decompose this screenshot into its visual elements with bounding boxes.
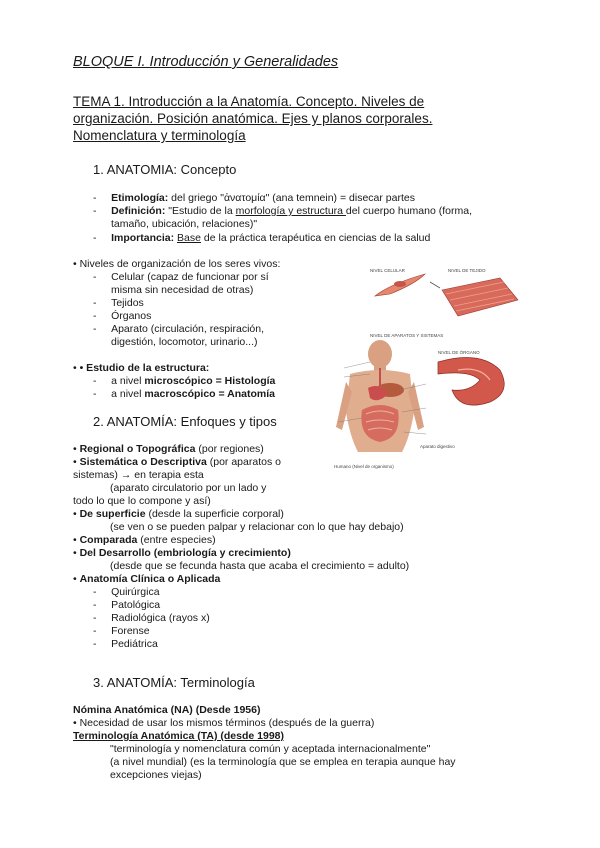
stomach-illustration	[438, 358, 504, 406]
clinica-sub-item: - Patológica	[93, 599, 161, 611]
comparada-text: (entre especies)	[137, 534, 216, 546]
estudio-title: • • Estudio de la estructura:	[73, 362, 210, 374]
clinica-sub-text: Forense	[111, 625, 150, 637]
desarrollo-label: Del Desarrollo (embriología y crecimiento)	[79, 547, 291, 559]
section-3-heading: 3. ANATOMÍA: Terminología	[93, 675, 255, 690]
importancia-label: Importancia:	[111, 232, 175, 244]
clinica-sub-text: Radiológica (rayos x)	[111, 612, 210, 624]
niveles-text: Tejidos	[111, 297, 144, 309]
niveles-text: Órganos	[111, 310, 152, 322]
comparada-label: Comparada	[79, 534, 138, 546]
niveles-item-cont: digestión, locomotor, urinario...)	[111, 336, 258, 348]
definicion-text-a: "Estudio de la	[165, 205, 236, 217]
clinica-sub-item: - Radiológica (rayos x)	[93, 612, 210, 624]
na-title: Nómina Anatómica (NA) (Desde 1956)	[73, 704, 261, 716]
desarrollo-item: • Del Desarrollo (embriología y crecimiento)	[73, 547, 291, 559]
label-organos: NIVEL DE APARATOS Y SISTEMAS	[370, 333, 444, 338]
document-title: BLOQUE I. Introducción y Generalidades	[73, 54, 339, 70]
micro-pre: a nivel	[111, 375, 145, 387]
estudio-title-text: • Estudio de la estructura:	[79, 362, 210, 374]
macro-pre: a nivel	[111, 388, 145, 400]
clinica-item: • Anatomía Clínica o Aplicada	[73, 573, 221, 585]
regional-item: • Regional o Topográfica (por regiones)	[73, 443, 264, 455]
macro-item: - a nivel macroscópico = Anatomía	[93, 388, 275, 400]
sistematica-text: (por aparatos o	[206, 456, 281, 468]
regional-text: (por regiones)	[195, 443, 264, 455]
aparato-line: (aparato circulatorio por un lado y	[110, 482, 267, 494]
regional-label: Regional o Topográfica	[79, 443, 196, 455]
definicion-line-2: tamaño, ubicación, relaciones)"	[111, 218, 258, 230]
importancia-underlined: Base	[177, 232, 201, 244]
organization-levels-figure	[330, 262, 530, 484]
niveles-title: • Niveles de organización de los seres vivos:	[73, 258, 281, 270]
niveles-text: Aparato (circulación, respiración,	[111, 323, 264, 335]
superficie-sub: (se ven o se pueden palpar y relacionar con lo que hay debajo)	[110, 521, 404, 533]
clinica-sub-text: Quirúrgica	[111, 586, 160, 598]
muscle-tissue-illustration	[442, 278, 518, 316]
label-organo: NIVEL DE ÓRGANO	[438, 350, 480, 355]
desarrollo-sub: (desde que se fecunda hasta que acaba el crecimiento = adulto)	[110, 560, 410, 572]
niveles-item: - Órganos	[93, 310, 152, 322]
section-1-heading: 1. ANATOMIA: Concepto	[93, 162, 237, 177]
tema-line-1: TEMA 1. Introducción a la Anatomía. Concepto. Niveles de	[73, 94, 425, 109]
label-celular: NIVEL CELULAR	[370, 268, 405, 273]
importancia-text: de la práctica terapéutica en ciencias de la salud	[200, 232, 431, 244]
clinica-sub-item: - Pediátrica	[93, 638, 158, 650]
clinica-sub-text: Pediátrica	[111, 638, 158, 650]
clinica-label: Anatomía Clínica o Aplicada	[79, 573, 221, 585]
etimologia-text: del griego "ἀνατομία" (ana temnein) = disecar partes	[168, 192, 415, 204]
human-body-illustration	[336, 340, 424, 452]
micro-text: microscópico = Histología	[144, 375, 276, 387]
comparada-item: • Comparada (entre especies)	[73, 534, 216, 546]
superficie-item: • De superficie (desde la superficie corporal)	[73, 508, 284, 520]
sistematica-label: Sistemática o Descriptiva	[79, 456, 207, 468]
label-aparato: Aparato digestivo	[420, 444, 455, 449]
etimologia-label: Etimología:	[111, 192, 169, 204]
macro-text: macroscópico = Anatomía	[144, 388, 275, 400]
label-tejido: NIVEL DE TEJIDO	[448, 268, 486, 273]
superficie-text: (desde la superficie corporal)	[145, 508, 284, 520]
clinica-sub-text: Patológica	[111, 599, 161, 611]
superficie-label: De superficie	[79, 508, 146, 520]
ta-title: Terminología Anatómica (TA) (desde 1998)	[73, 730, 285, 742]
niveles-text: Celular (capaz de funcionar por sí	[111, 271, 269, 283]
importancia-item: - Importancia: Base de la práctica terapéutica en ciencias de la salud	[93, 232, 431, 244]
definicion-text-underlined: morfología y estructura	[235, 205, 346, 217]
ta-line-3: excepciones viejas)	[110, 769, 202, 781]
todo-line: todo lo que lo compone y así)	[73, 495, 211, 507]
clinica-sub-item: - Forense	[93, 625, 150, 637]
tema-line-3: Nomenclatura y terminología	[73, 128, 246, 143]
niveles-item: - Tejidos	[93, 297, 144, 309]
tema-line-2: organización. Posición anatómica. Ejes y planos corporales.	[73, 111, 433, 126]
micro-item: - a nivel microscópico = Histología	[93, 375, 276, 387]
definicion-text-b: del cuerpo humano (forma,	[345, 205, 472, 217]
na-line: • Necesidad de usar los mismos términos (después de la guerra)	[73, 717, 375, 729]
sistemas-line: sistemas) → en terapia esta	[73, 469, 204, 481]
section-2-heading: 2. ANATOMÍA: Enfoques y tipos	[93, 414, 277, 429]
arrow-icon	[430, 282, 440, 288]
ta-quote: "terminología y nomenclatura común y aceptada internacionalmente"	[110, 743, 431, 755]
label-organismo: Humano (Nivel de organismo)	[334, 464, 394, 469]
niveles-item: - Celular (capaz de funcionar por sí	[93, 271, 269, 283]
muscle-cell-illustration	[375, 274, 425, 296]
niveles-item-cont: misma sin necesidad de otras)	[111, 284, 254, 296]
etimologia-item: - Etimología: del griego "ἀνατομία" (ana temnein) = disecar partes	[93, 192, 415, 204]
definicion-item: - Definición: "Estudio de la morfología y estructura del cuerpo humano (forma,	[93, 205, 472, 217]
niveles-item: - Aparato (circulación, respiración,	[93, 323, 264, 335]
sistematica-item: • Sistemática o Descriptiva (por aparatos o	[73, 456, 281, 468]
ta-line-2: (a nivel mundial) (es la terminología que se emplea en terapia aunque hay	[110, 756, 456, 768]
clinica-sub-item: - Quirúrgica	[93, 586, 160, 598]
definicion-label: Definición:	[111, 205, 166, 217]
